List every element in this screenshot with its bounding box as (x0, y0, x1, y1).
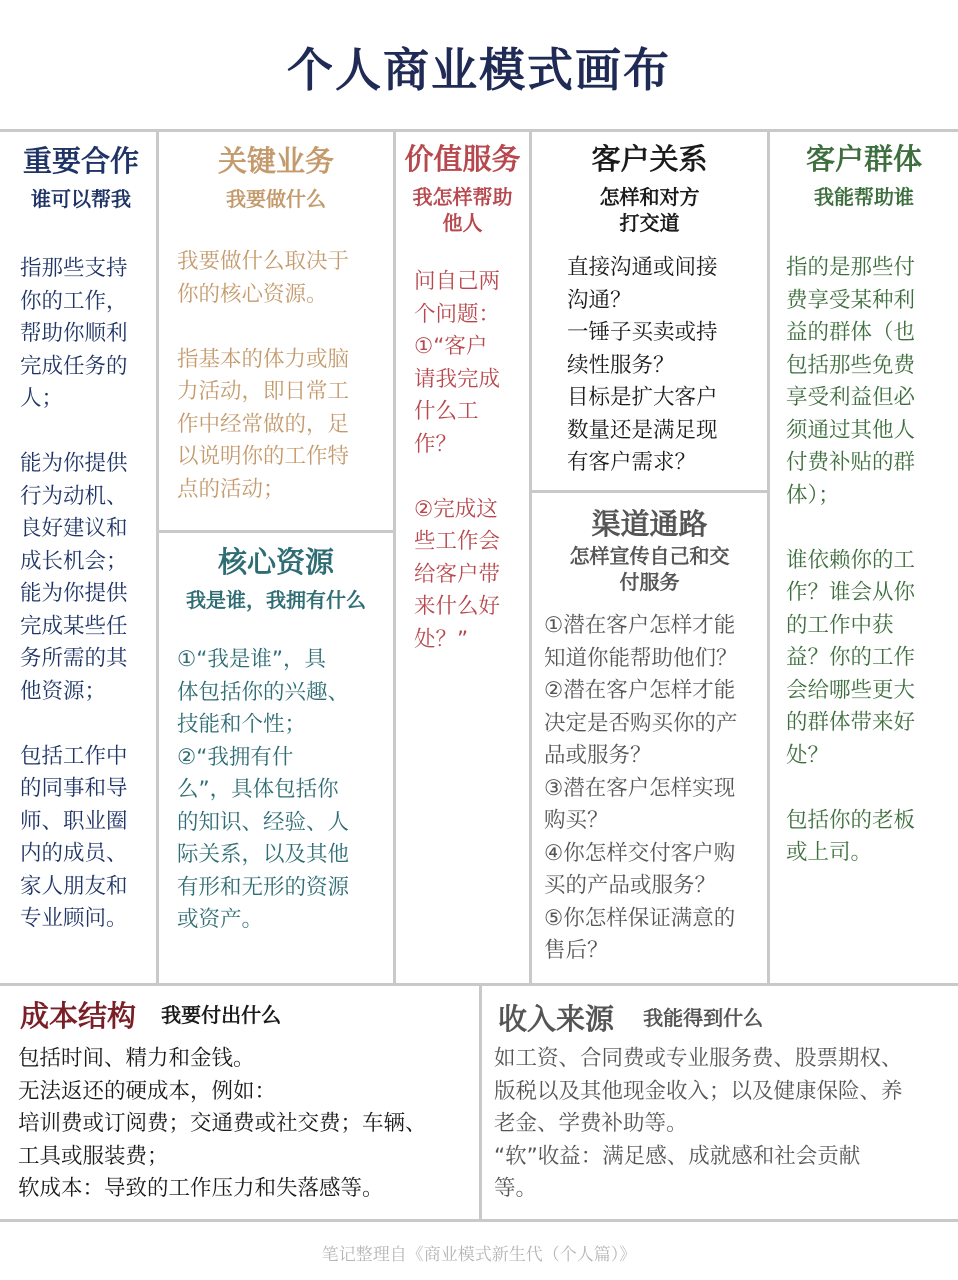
key-activities-heading: 关键业务 (217, 144, 334, 178)
channels-subheading: 怎样宣传自己和交 付服务 (569, 544, 730, 595)
revenue-streams-subheading: 我能得到什么 (643, 1006, 764, 1030)
key-partners-block (8, 145, 154, 212)
channels-heading: 渠道通路 (591, 507, 708, 541)
value-proposition-body: 问自己两 个问题： ①“客户 请我完成 什么工 作？ ②完成这 些工作会 给客户带 来什么好 处？” (414, 269, 501, 652)
cost-structure-subheading: 我要付出什么 (161, 1003, 282, 1027)
key-partners-subheading: 谁可以帮我 (31, 187, 131, 212)
key-resources-heading: 核心资源 (217, 545, 334, 579)
value-proposition-subheading: 我怎样帮助 他人 (412, 185, 513, 236)
divider-col-2 (393, 132, 396, 984)
key-partners-body: 指那些支持 你的工作， 帮助你顺利 完成任务的 人； 能为你提供 行为动机、 良好建议和 成长机会； 能为你提供 完成某些任 务所需的其 他资源； 包括工作中 的同事和导 师、职业圈 内的成员、 家人朋友和 专业顾问。 (20, 256, 128, 931)
canvas-title: 个人商业模式画布 (287, 43, 671, 97)
revenue-streams-body: 如工资、合同费或专业服务费、股票期权、 版税以及其他现金收入；以及健康保险、养 老金、学费补助等。 “软”收益：满足感、成就感和社会贡献 等。 (494, 1046, 903, 1201)
customer-relationships-heading: 客户关系 (591, 142, 708, 176)
customer-relationships-subheading: 怎样和对方 打交道 (599, 185, 700, 236)
customer-relationships-block (532, 143, 767, 236)
key-resources-block (159, 546, 393, 613)
top-border (0, 129, 958, 132)
key-activities-block (159, 145, 393, 212)
cost-structure-header (20, 994, 470, 1035)
key-resources-subheading: 我是谁，我拥有什么 (186, 588, 366, 613)
value-proposition-heading: 价值服务 (404, 142, 521, 176)
channels-body: ①潜在客户怎样才能 知道你能帮助他们？ ②潜在客户怎样才能 决定是否购买你的产 品或服务？ ③潜在客户怎样实现 购买？ ④你怎样交付客户购 买的产品或服务？ ⑤你怎样保证满意的 售后？ (544, 613, 738, 963)
customer-segments-heading: 客户群体 (805, 142, 922, 176)
source-footer: 笔记整理自《商业模式新生代（个人篇）》 (321, 1245, 637, 1265)
revenue-streams-heading: 收入来源 (498, 1002, 615, 1036)
key-activities-subheading: 我要做什么 (226, 187, 326, 212)
value-proposition-block (396, 143, 529, 236)
key-resources-body: ①“我是谁”，具 体包括你的兴趣、 技能和个性； ②“我拥有什 么”，具体包括你 的知识、经验、人 际关系，以及其他 有形和无形的资源 或资产。 (177, 647, 350, 932)
bottom-border (0, 1219, 958, 1222)
cost-structure-heading: 成本结构 (20, 999, 137, 1033)
customer-segments-body: 指的是那些付 费享受某种利 益的群体（也 包括那些免费 享受利益但必 须通过其他人 付费补贴的群 体）； 谁依赖你的工 作？谁会从你 的工作中获 益？你的工作 会给哪些更大 的群体带来好 处？ 包括你的老板 或上司。 (786, 255, 916, 865)
key-activities-body: 我要做什么取决于 你的核心资源。 指基本的体力或脑 力活动，即日常工 作中经常做的，足 以说明你的工作特 点的活动； (177, 249, 350, 502)
divider-relationships-channels (532, 490, 767, 493)
customer-segments-subheading: 我能帮助谁 (814, 185, 914, 210)
revenue-streams-header (498, 997, 953, 1038)
key-partners-heading: 重要合作 (22, 144, 139, 178)
channels-block (532, 508, 767, 595)
cost-structure-body: 包括时间、精力和金钱。 无法返还的硬成本，例如： 培训费或订阅费；交通费或社交费；车辆、 工具或服装费； 软成本：导致的工作压力和失落感等。 (18, 1046, 427, 1201)
divider-col-4 (767, 132, 770, 984)
divider-cost-revenue (479, 986, 482, 1220)
customer-segments-block (770, 143, 958, 210)
customer-relationships-body: 直接沟通或间接 沟通？ 一锤子买卖或持 续性服务？ 目标是扩大客户 数量还是满足现 有客户需求？ (567, 255, 718, 475)
divider-activities-resources (159, 530, 393, 533)
